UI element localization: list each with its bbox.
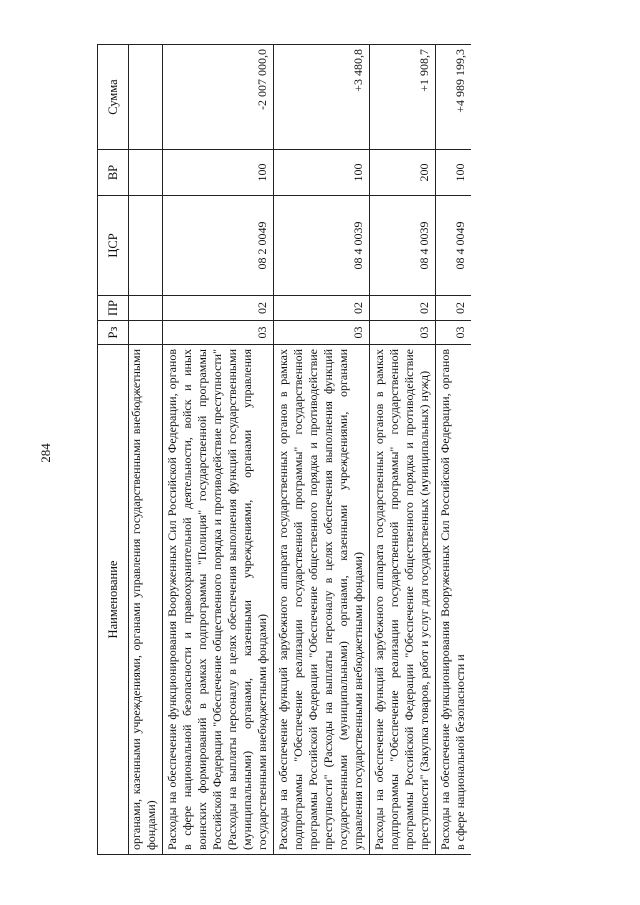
row-rz: 03 [163, 321, 274, 345]
header-pr: ПР [98, 296, 129, 321]
row-rz [129, 321, 163, 345]
header-vr: ВР [98, 150, 129, 196]
row-name: Расходы на обеспечение функционирования Вооруженных Сил Российской Федерации, органов в сфере национальной безопасности и правоохранительной деятельности, войск и иных воинских формирований в рамках подпрограммы "Полиция" государственной программы Российской Федерации "Обеспечение общественного порядка и противодействие преступности" (Расходы на выплаты персоналу в целях обеспечения выполнения функций государственными (муниципальными) органами, казенными учреждениями, органами управления государственными внебюджетными фондами) [163, 345, 274, 855]
row-sum: +3 480,8 [274, 45, 370, 150]
row-sum: +1 908,7 [370, 45, 436, 150]
page-number [36, 442, 56, 464]
table-row [436, 45, 472, 855]
row-name: Расходы на обеспечение функций зарубежного аппарата государственных органов в рамках подпрограммы "Обеспечение реализации государственной программы" государственной программы Российской Федерации "Обеспечение общественного порядка и противодействие преступности" (Закупка товаров, работ и услуг для государственных (муниципальных) нужд) [370, 345, 436, 855]
row-csr: 08 4 0039 [274, 196, 370, 296]
row-vr [129, 150, 163, 196]
table-row [163, 45, 274, 855]
row-rz: 03 [274, 321, 370, 345]
budget-table-container [97, 45, 627, 855]
row-pr [129, 296, 163, 321]
row-sum: +4 989 199,3 [436, 45, 472, 150]
row-vr: 200 [370, 150, 436, 196]
table-row [370, 45, 436, 855]
row-vr: 100 [436, 150, 472, 196]
table-row [274, 45, 370, 855]
row-vr: 100 [274, 150, 370, 196]
row-name: органами, казенными учреждениями, органами управления государственными внебюджетными фондами) [129, 345, 163, 855]
row-name: Расходы на обеспечение функционирования Вооруженных Сил Российской Федерации, органов в сфере национальной безопасности и [436, 345, 472, 855]
table-row [129, 45, 163, 855]
row-pr: 02 [370, 296, 436, 321]
row-pr: 02 [436, 296, 472, 321]
row-pr: 02 [274, 296, 370, 321]
row-pr: 02 [163, 296, 274, 321]
header-rz: Рз [98, 321, 129, 345]
row-csr: 08 4 0039 [370, 196, 436, 296]
row-rz: 03 [436, 321, 472, 345]
header-sum: Сумма [98, 45, 129, 150]
row-sum: -2 007 000,0 [163, 45, 274, 150]
row-name: Расходы на обеспечение функций зарубежного аппарата государственных органов в рамках подпрограммы "Обеспечение реализации государственной программы" государственной программы Российской Федерации "Обеспечение общественного порядка и противодействие преступности" (Расходы на выплаты персоналу в целях обеспечения выполнения функций государственными (муниципальными) органами, казенными учреждениями, органами управления государственными внебюджетными фондами) [274, 345, 370, 855]
budget-table [97, 44, 471, 855]
row-csr: 08 2 0049 [163, 196, 274, 296]
row-csr: 08 4 0049 [436, 196, 472, 296]
page-number-text: 284 [38, 443, 53, 463]
row-vr: 100 [163, 150, 274, 196]
row-rz: 03 [370, 321, 436, 345]
row-csr [129, 196, 163, 296]
header-name: Наименование [98, 345, 129, 855]
row-sum [129, 45, 163, 150]
header-csr: ЦСР [98, 196, 129, 296]
table-header-row [98, 45, 129, 855]
